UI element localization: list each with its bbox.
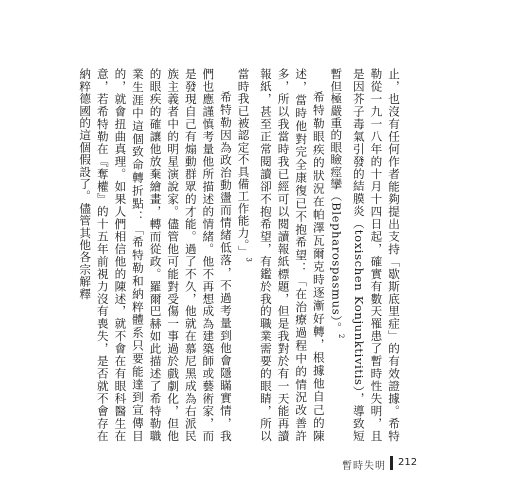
paragraph [76, 68, 234, 442]
footer-divider-bar [390, 456, 393, 470]
paragraph-text: 希特勒因為政治動盪而情緒低落，不過考量到他會隱瞞實情，我們也應謹慎考量他所描述的情緒。他不再想成為建築師或藝術家，而是發現自己有煽動群眾的才能。過了不久，他就在慕尼黑成為右派民族主義者中的明星演說家。儘管他可能對受傷一事過於戲劇化，但他的眼疾的確讓他放棄繪畫，轉而從政。羅爾巴赫如此描述了希特勒職業生涯中這個致命轉折點：「希特勒和納粹體系只要能達到宣傳目的，就會扭曲真理。如果人們相信他的陳述，就不會在有眼科醫生在意，若希特勒在『奪權』的十五年前視力沒有喪失，是否就不會存在納粹德國的這個假設了。儘管其他各宗解釋 [78, 68, 233, 442]
paragraph-text: 止，也沒有任何作者能夠提出支持「歇斯底里症」的有效證據。希特勒從一九一八年的十月十四日起，確實有數天罹患了暫時性失明，且是因芥子毒氣引發的結膜炎（toxischen Konjunktivitis），導致短暫但極嚴重的眼瞼痙攣（Blepharospasmus）。 [329, 68, 401, 442]
page-number: 212 [398, 457, 418, 468]
body-text [78, 68, 402, 442]
paragraph [327, 68, 402, 442]
running-title: 暫時失明 [342, 461, 386, 472]
paragraph-text: 希特勒眼疾的狀況在帕澤瓦爾克時逐漸好轉，根據他自己的陳述，當時他對完全康復已不抱希望：「在治療過程中的情況改善許多，所以我當時我已經可以閱讀報紙標題，但是我對於有一天能再讀報紙，甚至正常閱讀卻不抱希望，有鑑於我的職業需要的眼睛，所以當時我已被認定不具備工作能力。」 [236, 68, 326, 442]
page-footer [0, 454, 520, 474]
paragraph [234, 68, 327, 442]
footnote-marker: 3 [244, 257, 253, 263]
footnote-marker: 2 [337, 333, 346, 339]
